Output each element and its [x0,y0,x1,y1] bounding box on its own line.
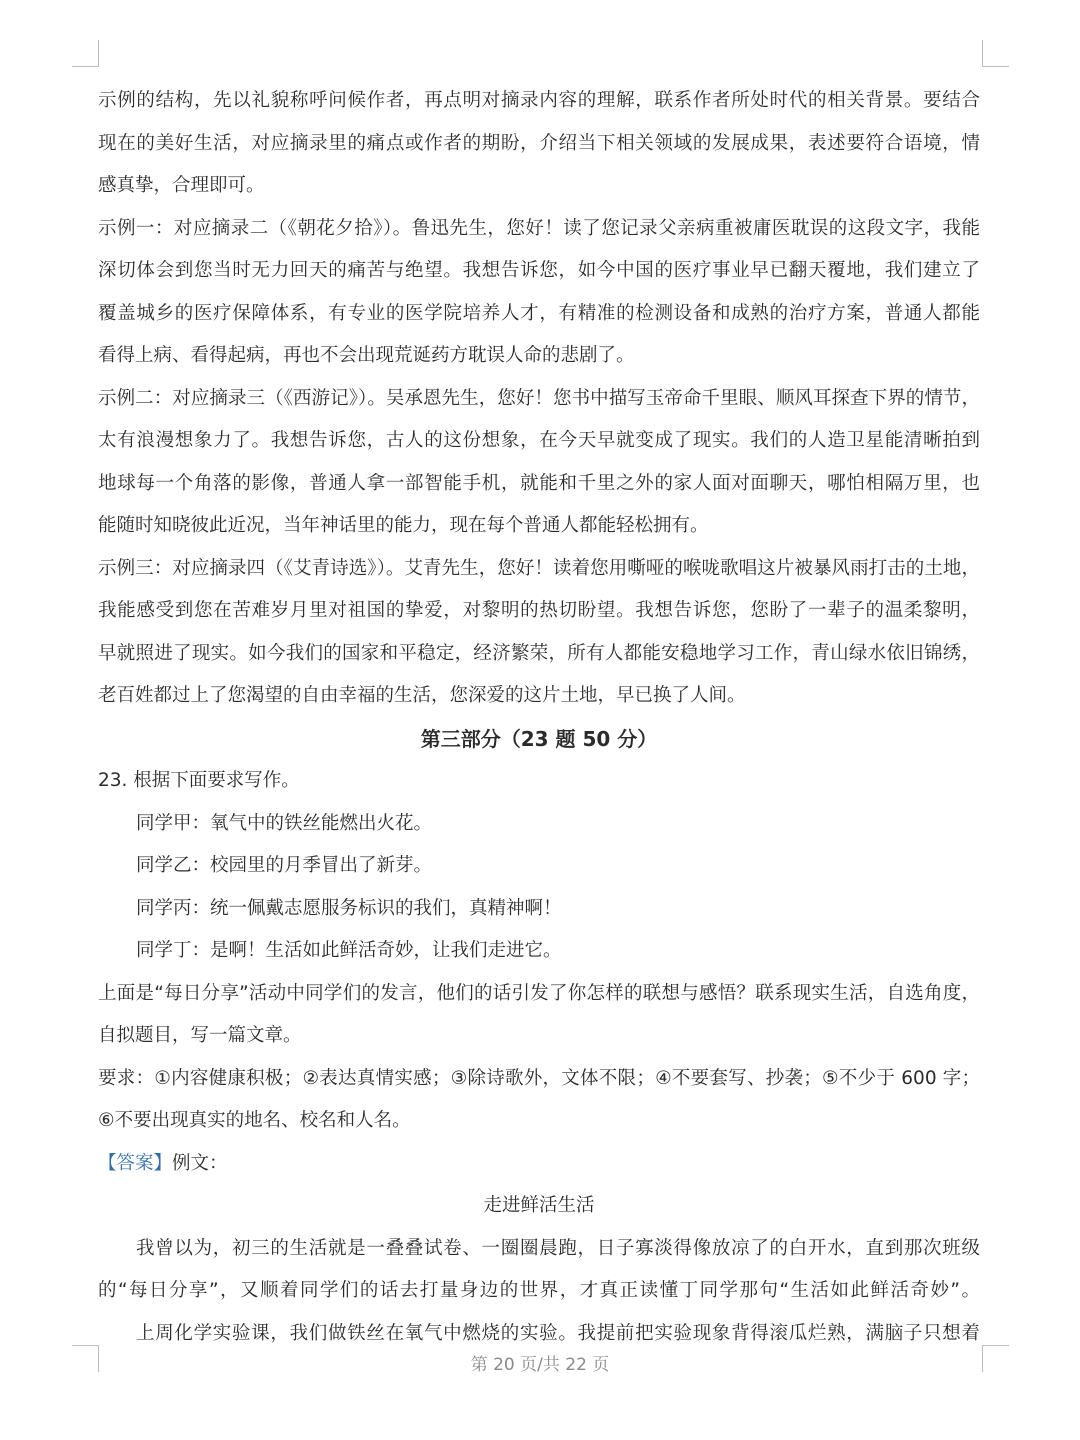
text-line: 深切体会到您当时无力回天的痛苦与绝望。我想告诉您，如今中国的医疗事业早已翻天覆地，我们建立了 [98,260,980,281]
page-content [98,80,980,1355]
crop-mark-top-left [72,40,99,67]
text-line: 覆盖城乡的医疗保障体系，有专业的医学院培养人才，有精准的检测设备和成熟的治疗方案，普通人都能 [98,302,980,324]
text-line: 地球每一个角落的影像，普通人拿一部智能手机，就能和千里之外的家人面对面聊天，哪怕相隔万里，也 [98,472,980,494]
text-line: 现在的美好生活，对应摘录里的痛点或作者的期盼，介绍当下相关领域的发展成果，表述要符合语境，情 [98,132,980,154]
text-line: 要求：①内容健康积极；②表达真情实感；③除诗歌外，文体不限；④不要套写、抄袭；⑤不少于 600 字； [98,1067,980,1089]
dialogue-line: 同学丙：统一佩戴志愿服务标识的我们，真精神啊！ [136,897,562,919]
page-number-footer: 第 20 页/共 22 页 [470,1355,610,1375]
answer-tag: 【答案】 [98,1152,173,1174]
example-two-paragraph [98,378,980,548]
essay-paragraph-2 [98,1313,980,1356]
text-line: 老百姓都过上了您渴望的自由幸福的生活，您深爱的这片土地，早已换了人间。 [98,685,746,706]
text-line: 太有浪漫想象力了。我想告诉您，古人的这份想象，在今天早就变成了现实。我们的人造卫星能清晰拍到 [98,430,980,451]
section-heading: 第三部分（23 题 50 分） [420,726,658,751]
task-paragraph [98,973,980,1058]
essay-title: 走进鲜活生活 [483,1195,595,1216]
text-line: ⑥不要出现真实的地名、校名和人名。 [98,1110,411,1131]
text-line: 上周化学实验课，我们做铁丝在氧气中燃烧的实验。我提前把实验现象背得滚瓜烂熟，满脑子只想着 [136,1322,980,1344]
text-line: 看得上病、看得起病，再也不会出现荒诞药方耽误人命的悲剧了。 [98,345,635,366]
requirements-paragraph [98,1058,980,1143]
dialogue-line: 同学甲：氧气中的铁丝能燃出火花。 [136,812,433,834]
text-line: 示例二：对应摘录三（《西游记》）。吴承恩先生，您好！您书中描写玉帝命千里眼、顺风耳探查下界的情节， [98,387,980,409]
dialogue-block [98,803,980,973]
crop-mark-top-right [982,40,1009,67]
dialogue-line: 同学乙：校园里的月季冒出了新芽。 [136,855,433,876]
text-line: 示例三：对应摘录四（《艾青诗选》）。艾青先生，您好！读着您用嘶哑的喉咙歌唱这片被暴风雨打击的土地， [98,557,980,579]
text-line: 我能感受到您在苦难岁月里对祖国的挚爱，对黎明的热切盼望。我想告诉您，您盼了一辈子的温柔黎明， [98,600,980,621]
text-line: 示例一：对应摘录二（《朝花夕拾》）。鲁迅先生，您好！读了您记录父亲病重被庸医耽误的这段文字，我能 [98,217,980,239]
question-prompt: 23. 根据下面要求写作。 [98,770,300,791]
text-line: 上面是“每日分享”活动中同学们的发言，他们的话引发了你怎样的联想与感悟？联系现实生活，自选角度， [98,982,980,1004]
dialogue-line: 同学丁：是啊！生活如此鲜活奇妙，让我们走进它。 [136,940,562,961]
example-one-paragraph [98,208,980,378]
text-line: 我曾以为，初三的生活就是一叠叠试卷、一圈圈晨跑，日子寡淡得像放凉了的白开水，直到那次班级 [136,1237,980,1259]
answer-lead: 例文： [172,1152,228,1174]
text-line: 的“每日分享”，又顺着同学们的话去打量身边的世界，才真正读懂丁同学那句“生活如此鲜活奇妙”。 [98,1280,980,1301]
guide-paragraph [98,80,980,208]
text-line: 感真挚，合理即可。 [98,175,265,196]
text-line: 示例的结构，先以礼貌称呼问候作者，再点明对摘录内容的理解，联系作者所处时代的相关背景。要结合 [98,90,980,111]
text-line: 早就照进了现实。如今我们的国家和平稳定，经济繁荣，所有人都能安稳地学习工作，青山绿水依旧锦绣， [98,642,980,664]
text-line: 能随时知晓彼此近况，当年神话里的能力，现在每个普通人都能轻松拥有。 [98,515,709,536]
answer-line [98,1143,980,1186]
essay-paragraph-1 [98,1228,980,1313]
text-line: 自拟题目，写一篇文章。 [98,1025,302,1046]
example-three-paragraph [98,548,980,718]
